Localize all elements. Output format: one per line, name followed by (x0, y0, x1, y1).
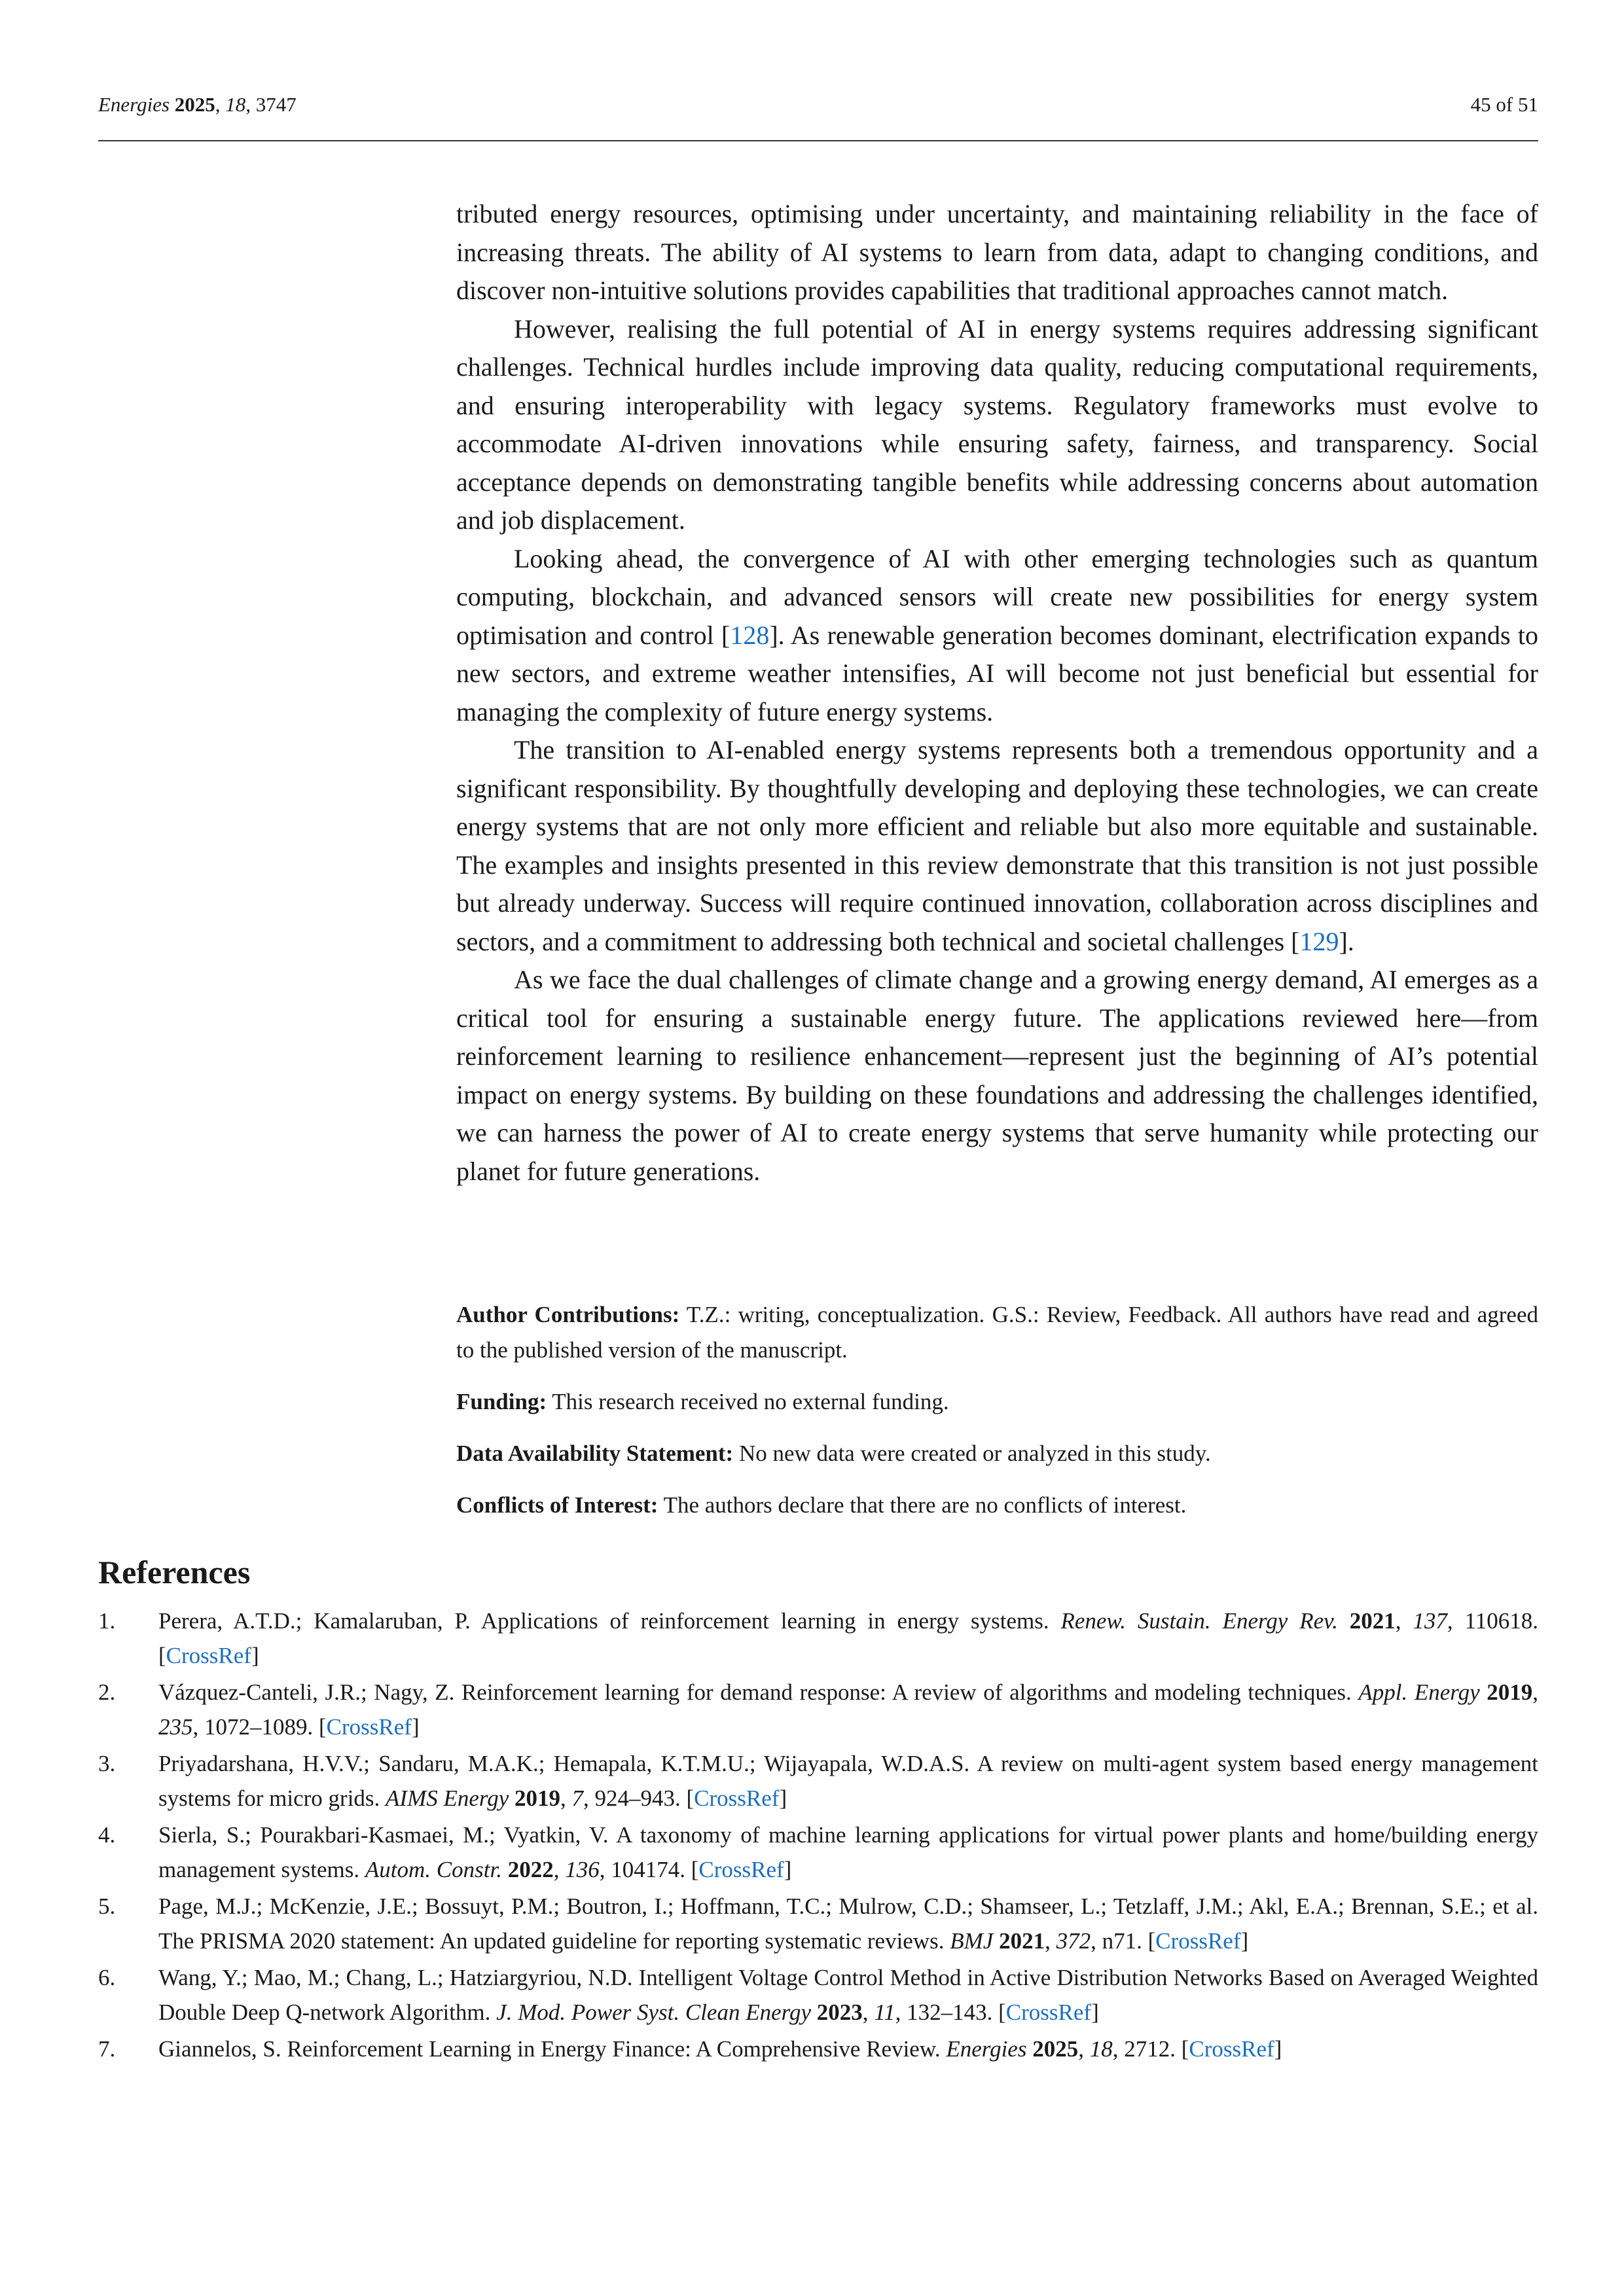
reference-volume: 235 (158, 1714, 193, 1740)
section-label: Conflicts of Interest: (456, 1492, 659, 1518)
reference-volume: 136 (565, 1857, 600, 1882)
reference-volume: 137 (1413, 1608, 1447, 1634)
crossref-link[interactable]: CrossRef (694, 1785, 780, 1811)
references-heading: References (98, 1554, 251, 1590)
section-label: Funding: (456, 1389, 547, 1414)
paragraph-text: The transition to AI-enabled energy systems represents both a tremendous opportunity and a significant responsibility. By thoughtfully developing and deploying these technologies, we can create energy systems that are not only more efficient and reliable but also more equitable and sustainable. The examples and insights presented in this review demonstrate that this transition is not just possible but already underway. Success will require continued innovation, collaboration across disciplines and sectors, and a commitment to addressing both technical and societal challenges [ (456, 735, 1538, 956)
crossref-link[interactable]: CrossRef (1189, 2036, 1274, 2062)
paragraph-text: ]. (1339, 926, 1354, 956)
reference-number: 1. (98, 1608, 116, 1634)
author-contributions (456, 1297, 1538, 1368)
reference-item: 1. Perera, A.T.D.; Kamalaruban, P. Applications of reinforcement learning in energy systems. Renew. Sustain. Energy Rev. 2021, 137, 110618. [CrossRef] (98, 1604, 1538, 1673)
journal-year: 2025 (174, 93, 215, 116)
reference-number: 7. (98, 2036, 116, 2062)
section-text: No new data were created or analyzed in this study. (733, 1441, 1211, 1466)
reference-authors: Sierla, S.; Pourakbari-Kasmaei, M.; Vyatkin, V. A taxonomy of machine learning applications for virtual power plants and home/building energy management systems. (158, 1822, 1538, 1882)
reference-pages: , 104174. (599, 1857, 691, 1882)
reference-item: 3. Priyadarshana, H.V.V.; Sandaru, M.A.K.; Hemapala, K.T.M.U.; Wijayapala, W.D.A.S. A review on multi-agent system based energy management systems for micro grids. AIMS Energy 2019, 7, 924–943. [CrossRef] (98, 1746, 1538, 1816)
journal-name: Energies (98, 93, 170, 116)
reference-journal: Energies (946, 2036, 1027, 2062)
reference-pages: , 110618. (1447, 1608, 1539, 1634)
paragraph-text: As we face the dual challenges of climate change and a growing energy demand, AI emerges as a critical tool for ensuring a sustainable energy future. The applications reviewed here—from reinforcement learning to resilience enhancement—represent just the beginning of AI’s potential impact on energy systems. By building on these foundations and addressing the challenges identified, we can harness the power of AI to create energy systems that serve humanity while protecting our planet for future generations. (456, 965, 1538, 1186)
reference-authors: Perera, A.T.D.; Kamalaruban, P. Applications of reinforcement learning in energy systems. (158, 1608, 1061, 1634)
section-label: Data Availability Statement: (456, 1441, 734, 1466)
citation-link[interactable]: 129 (1299, 926, 1339, 956)
funding (456, 1384, 1538, 1420)
paragraph (456, 961, 1538, 1191)
data-availability (456, 1436, 1538, 1471)
reference-year: 2019 (1487, 1679, 1533, 1705)
citation-link[interactable]: 128 (730, 620, 770, 650)
reference-pages: , n71. (1091, 1928, 1148, 1954)
back-matter (456, 1297, 1538, 1539)
reference-number: 5. (98, 1893, 116, 1919)
reference-year: 2019 (514, 1785, 561, 1811)
reference-authors: Wang, Y.; Mao, M.; Chang, L.; Hatziargyriou, N.D. Intelligent Voltage Control Method in Active Distribution Networks Based on Averaged Weighted Double Deep Q-network Algorithm. (158, 1965, 1538, 2025)
reference-authors: Priyadarshana, H.V.V.; Sandaru, M.A.K.; Hemapala, K.T.M.U.; Wijayapala, W.D.A.S. A review on multi-agent system based energy management systems for micro grids. (158, 1751, 1538, 1811)
reference-authors: Page, M.J.; McKenzie, J.E.; Bossuyt, P.M.; Boutron, I.; Hoffmann, T.C.; Mulrow, C.D.; Shamseer, L.; Tetzlaff, J.M.; Akl, E.A.; Brennan, S.E.; et al. The PRISMA 2020 statement: An updated guideline for reporting systematic reviews. (158, 1893, 1538, 1954)
reference-number: 2. (98, 1679, 116, 1705)
conclusion-text (456, 195, 1538, 1191)
reference-journal: J. Mod. Power Syst. Clean Energy (496, 2000, 811, 2025)
paragraph-text: ]. As renewable generation becomes dominant, electrification expands to new sectors, and extreme weather intensifies, AI will become not just beneficial but essential for managing the complexity of future energy systems. (456, 620, 1538, 726)
reference-year: 2021 (1349, 1608, 1396, 1634)
conflicts-of-interest (456, 1488, 1538, 1523)
reference-journal: Renew. Sustain. Energy Rev. (1060, 1608, 1338, 1634)
paragraph (456, 731, 1538, 961)
reference-number: 4. (98, 1822, 116, 1848)
crossref-link[interactable]: CrossRef (1155, 1928, 1241, 1954)
section-text: This research received no external funding. (547, 1389, 949, 1414)
crossref-link[interactable]: CrossRef (166, 1643, 251, 1668)
crossref-link[interactable]: CrossRef (326, 1714, 412, 1740)
paragraph (456, 310, 1538, 540)
section-text: T.Z.: writing, conceptualization. G.S.: Review, Feedback. All authors have read and agreed to the published version of the manuscript. (456, 1302, 1538, 1363)
journal-citation: Energies 2025, 18, 3747 (98, 93, 297, 116)
header-rule (98, 140, 1538, 141)
reference-pages: , 132–143. (895, 2000, 999, 2025)
reference-item: 5. Page, M.J.; McKenzie, J.E.; Bossuyt, P.M.; Boutron, I.; Hoffmann, T.C.; Mulrow, C.D.; Shamseer, L.; Tetzlaff, J.M.; Akl, E.A.; Brennan, S.E.; et al. The PRISMA 2020 statement: An updated guideline for reporting systematic reviews. BMJ 2021, 372, n71. [CrossRef] (98, 1889, 1538, 1958)
reference-item: 7. Giannelos, S. Reinforcement Learning in Energy Finance: A Comprehensive Review. Energies 2025, 18, 2712. [CrossRef] (98, 2032, 1538, 2066)
article-number: 3747 (255, 93, 297, 116)
reference-item: 2. Vázquez-Canteli, J.R.; Nagy, Z. Reinforcement learning for demand response: A review of algorithms and modeling techniques. Appl. Energy 2019, 235, 1072–1089. [CrossRef] (98, 1675, 1538, 1744)
reference-pages: , 1072–1089. (192, 1714, 319, 1740)
crossref-link[interactable]: CrossRef (698, 1857, 784, 1882)
reference-year: 2025 (1032, 2036, 1079, 2062)
journal-volume: 18 (225, 93, 246, 116)
reference-list (98, 1604, 1538, 2068)
reference-item: 4. Sierla, S.; Pourakbari-Kasmaei, M.; Vyatkin, V. A taxonomy of machine learning applications for virtual power plants and home/building energy management systems. Autom. Constr. 2022, 136, 104174. [CrossRef] (98, 1818, 1538, 1887)
reference-journal: Autom. Constr. (365, 1857, 502, 1882)
paragraph (456, 195, 1538, 310)
reference-number: 6. (98, 1965, 116, 1990)
reference-number: 3. (98, 1751, 116, 1776)
paragraph-text: tributed energy resources, optimising under uncertainty, and maintaining reliability in the face of increasing threats. The ability of AI systems to learn from data, adapt to changing conditions, and discover non-intuitive solutions provides capabilities that traditional approaches cannot match. (456, 199, 1538, 305)
reference-journal: AIMS Energy (386, 1785, 509, 1811)
page-number: 45 of 51 (1470, 93, 1538, 116)
reference-year: 2021 (999, 1928, 1045, 1954)
paragraph (456, 540, 1538, 732)
crossref-link[interactable]: CrossRef (1005, 2000, 1092, 2025)
section-label: Author Contributions: (456, 1302, 680, 1327)
reference-journal: BMJ (950, 1928, 994, 1954)
reference-year: 2022 (507, 1857, 554, 1882)
section-text: The authors declare that there are no conflicts of interest. (658, 1492, 1187, 1518)
reference-volume: 18 (1089, 2036, 1113, 2062)
reference-year: 2023 (816, 2000, 863, 2025)
reference-pages: , 924–943. (583, 1785, 687, 1811)
reference-item: 6. Wang, Y.; Mao, M.; Chang, L.; Hatziargyriou, N.D. Intelligent Voltage Control Method in Active Distribution Networks Based on Averaged Weighted Double Deep Q-network Algorithm. J. Mod. Power Syst. Clean Energy 2023, 11, 132–143. [CrossRef] (98, 1960, 1538, 2030)
reference-volume: 11 (874, 2000, 895, 2025)
paragraph-text: Looking ahead, the convergence of AI with other emerging technologies such as quantum computing, blockchain, and advanced sensors will create new possibilities for energy system optimisation and control [ (456, 543, 1538, 650)
reference-volume: 372 (1056, 1928, 1091, 1954)
reference-pages: , 2712. (1112, 2036, 1182, 2062)
reference-volume: 7 (571, 1785, 584, 1811)
reference-authors: Vázquez-Canteli, J.R.; Nagy, Z. Reinforcement learning for demand response: A review of algorithms and modeling techniques. (158, 1679, 1359, 1705)
reference-journal: Appl. Energy (1358, 1679, 1480, 1705)
paragraph-text: However, realising the full potential of AI in energy systems requires addressing significant challenges. Technical hurdles include improving data quality, reducing computational requirements, and ensuring interoperability with legacy systems. Regulatory frameworks must evolve to accommodate AI-driven innovations while ensuring safety, fairness, and transparency. Social acceptance depends on demonstrating tangible benefits while addressing concerns about automation and job displacement. (456, 314, 1538, 535)
reference-authors: Giannelos, S. Reinforcement Learning in Energy Finance: A Comprehensive Review. (158, 2036, 947, 2062)
